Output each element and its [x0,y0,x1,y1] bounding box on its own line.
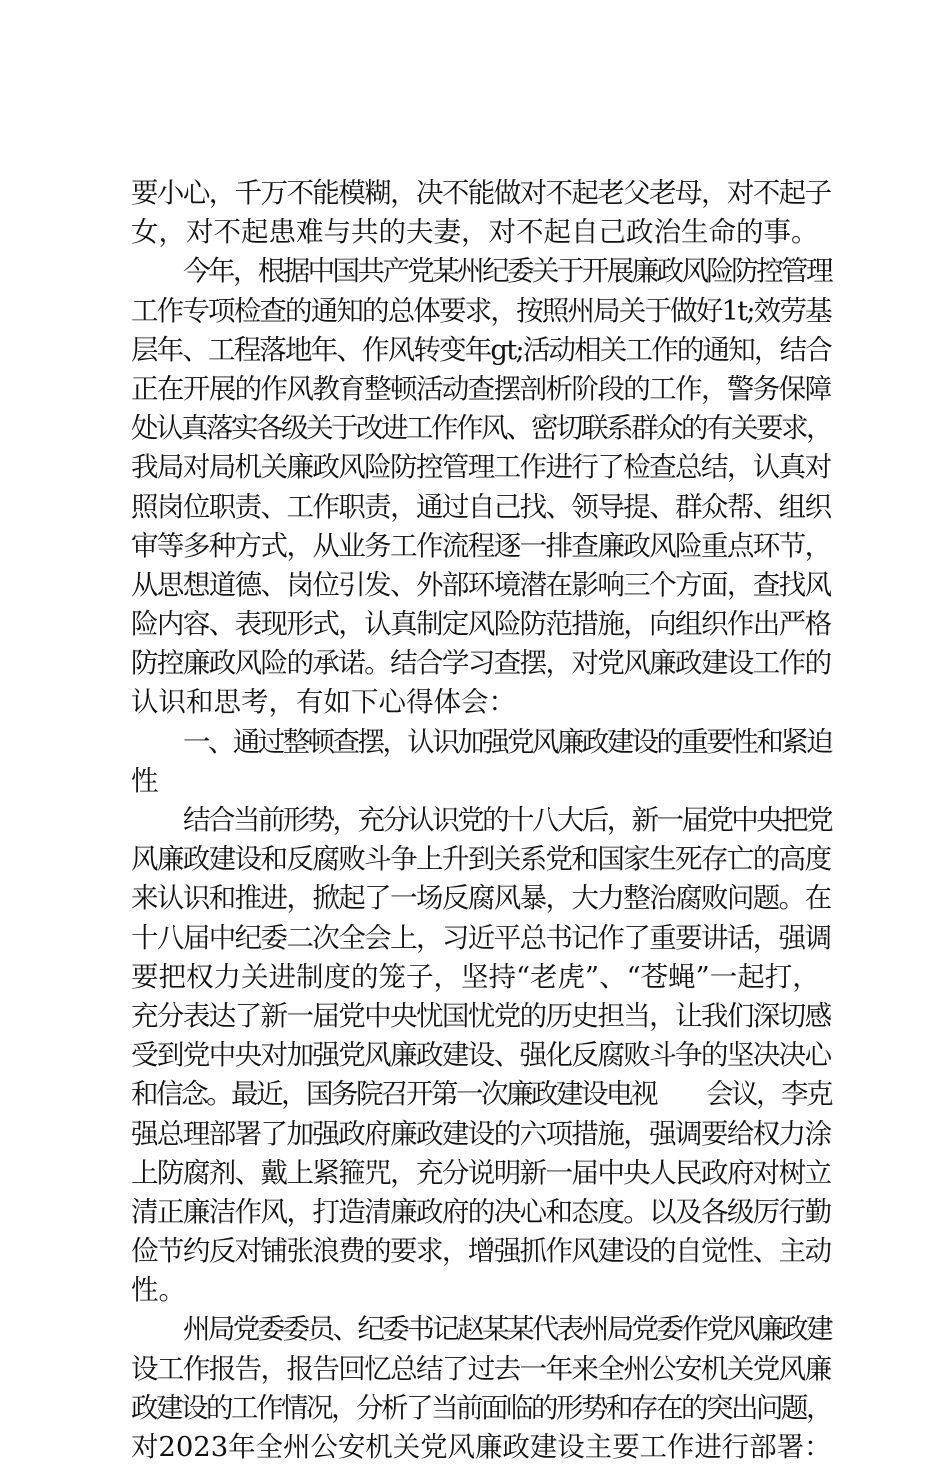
text-line: 对2023年全州公安机关党风廉政建设主要工作进行部署： [131,1431,832,1463]
text-line: 十八届中纪委二次全会上，习近平总书记作了重要讲话，强调 [131,921,831,954]
text-line: 照岗位职责、工作职责，通过自己找、领导提、群众帮、组织 [131,490,831,523]
text-line: 险内容、表现形式，认真制定风险防范措施，向组织作出严格 [131,608,831,641]
text-line: 俭节约反对铺张浪费的要求，增强抓作风建设的自觉性、主动 [131,1235,831,1268]
text-line: 和信念。最近，国务院召开第一次廉政建设电视 会议，李克 [131,1078,831,1111]
text-line: 上防腐剂、戴上紧箍咒，充分说明新一届中央人民政府对树立 [131,1156,831,1189]
text-line: 州局党委委员、纪委书记赵某某代表州局党委作党风廉政建 [183,1313,831,1346]
text-line: 要把权力关进制度的笼子，坚持“老虎”、“苍蝇”一起打， [131,960,820,993]
text-line: 今年，根据中国共产党某州纪委关于开展廉政风险防控管理 [183,255,831,288]
text-line: 要小心，千万不能模糊，决不能做对不起老父老母，对不起子 [131,177,831,209]
text-line: 我局对局机关廉政风险防控管理工作进行了检查总结，认真对 [131,451,831,484]
text-line: 一、通过整顿查摆，认识加强党风廉政建设的重要性和紧迫 [183,725,831,758]
text-line: 性 [131,764,159,797]
text-line: 审等多种方式，从业务工作流程逐一排查廉政风险重点环节， [131,529,831,562]
text-line: 从思想道德、岗位引发、外部环境潜在影响三个方面，查找风 [131,568,831,601]
text-line: 防控廉政风险的承诺。结合学习查摆，对党风廉政建设工作的 [131,647,831,680]
text-line: 性。 [131,1274,186,1307]
text-line: 清正廉洁作风，打造清廉政府的决心和态度。以及各级厉行勤 [131,1195,831,1228]
text-line: 女，对不起患难与共的夫妻，对不起自己政治生命的事。 [131,216,819,249]
text-line: 受到党中央对加强党风廉政建设、强化反腐败斗争的坚决决心 [131,1039,831,1072]
text-line: 结合当前形势，充分认识党的十八大后，新一届党中央把党 [183,804,831,836]
text-line: 工作专项检查的通知的总体要求，按照州局关于做好1t;效劳基 [131,294,831,327]
text-line: 政建设的工作情况，分析了当前面临的形势和存在的突出问题， [131,1391,831,1424]
text-line: 设工作报告，报告回忆总结了过去一年来全州公安机关党风廉 [131,1352,831,1385]
text-line: 强总理部署了加强政府廉政建设的六项措施，强调要给权力涂 [131,1117,831,1150]
text-line: 层年、工程落地年、作风转变年gt;活动相关工作的通知，结合 [131,333,831,366]
text-line: 充分表达了新一届党中央忧国忧党的历史担当，让我们深切感 [131,999,831,1032]
text-line: 来认识和推进，掀起了一场反腐风暴，大力整治腐败问题。在 [131,882,831,915]
text-line: 正在开展的作风教育整顿活动查摆剖析阶段的工作，警务保障 [131,372,831,405]
text-line: 风廉政建设和反腐败斗争上升到关系党和国家生死存亡的高度 [131,843,831,876]
text-line: 处认真落实各级关于改进工作作风、密切联系群众的有关要求， [131,412,831,445]
document-body [131,174,831,1467]
text-line: 认识和思考，有如下心得体会： [131,686,516,719]
